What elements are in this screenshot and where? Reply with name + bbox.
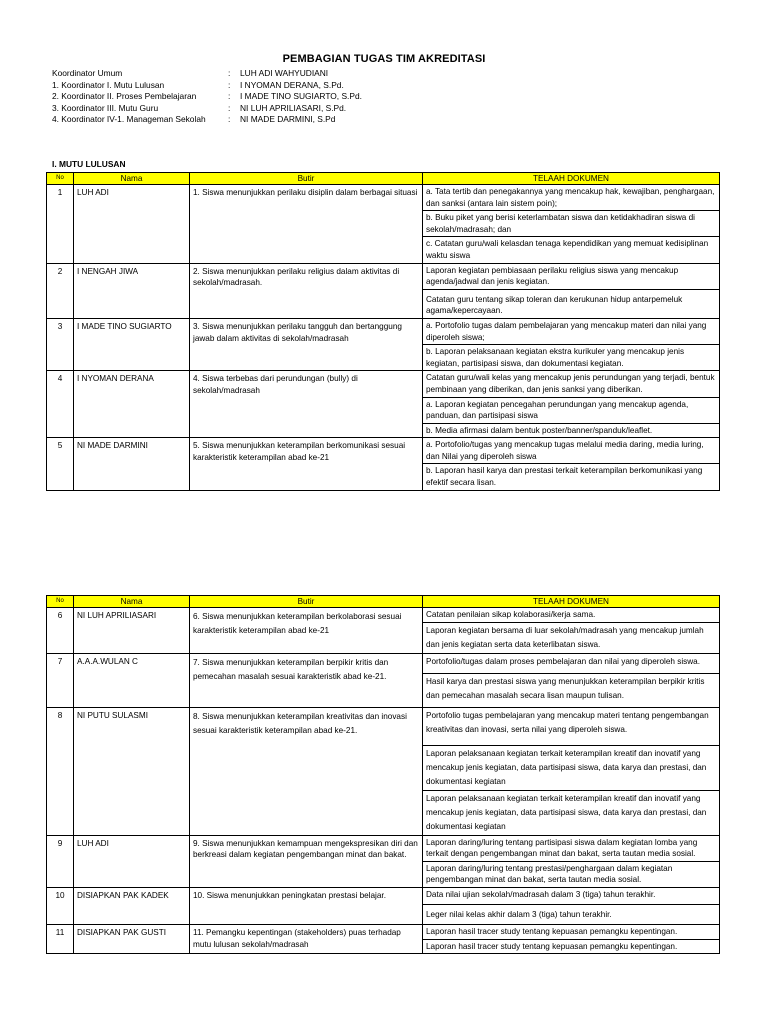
coordinator-colon: : xyxy=(228,79,231,90)
coordinator-colon: : xyxy=(228,91,231,102)
coordinator-row xyxy=(52,114,362,126)
row-butir: 8. Siswa menunjukkan keterampilan kreativitas dan inovasi sesuai karakteristik keterampilan abad ke-21. xyxy=(190,707,423,835)
row-nama: I MADE TINO SUGIARTO xyxy=(74,318,190,370)
coordinator-role: 1. Koordinator I. Mutu Lulusan xyxy=(52,79,165,90)
telaah-cell: a. Portofolio tugas dalam pembelajaran yang mencakup materi dan nilai yang diperoleh siswa; xyxy=(423,318,720,344)
table-row xyxy=(47,318,720,344)
row-butir: 4. Siswa terbebas dari perundungan (bully) di sekolah/madrasah xyxy=(190,371,423,438)
row-nama: NI PUTU SULASMI xyxy=(74,707,190,835)
telaah-cell: a. Tata tertib dan penegakannya yang mencakup hak, kewajiban, penghargaan, dan sanksi (antara lain sistem poin); xyxy=(423,185,720,211)
coordinator-colon: : xyxy=(228,68,231,78)
row-no: 7 xyxy=(47,653,74,707)
coordinator-colon: : xyxy=(228,102,231,113)
coordinator-list xyxy=(52,68,362,126)
header-no: No xyxy=(47,173,74,185)
row-nama: A.A.A.WULAN C xyxy=(74,653,190,707)
assignment-table-2 xyxy=(46,595,720,954)
header-telaah: TELAAH DOKUMEN xyxy=(423,173,720,185)
coordinator-role: 2. Koordinator II. Proses Pembelajaran xyxy=(52,91,197,102)
row-butir: 9. Siswa menunjukkan kemampuan mengekspresikan diri dan berkreasi dalam kegiatan pengembangan minat dan bakat. xyxy=(190,835,423,887)
row-nama: DISIAPKAN PAK KADEK xyxy=(74,887,190,924)
telaah-cell: Portofolio tugas pembelajaran yang mencakup materi tentang pengembangan kreativitas dan inovasi, serta nilai yang diperoleh siswa. xyxy=(423,707,720,745)
row-butir: 11. Pemangku kepentingan (stakeholders) puas terhadap mutu lulusan sekolah/madrasah xyxy=(190,925,423,954)
coordinator-role: 4. Koordinator IV-1. Manageman Sekolah xyxy=(52,114,206,125)
row-no: 8 xyxy=(47,707,74,835)
table-row xyxy=(47,925,720,940)
coordinator-colon: : xyxy=(228,114,231,125)
telaah-cell: Leger nilai kelas akhir dalam 3 (tiga) tahun terakhir. xyxy=(423,904,720,925)
row-nama: NI MADE DARMINI xyxy=(74,438,190,490)
section-title: I. MUTU LULUSAN xyxy=(52,159,126,169)
row-no: 11 xyxy=(47,925,74,954)
coordinator-name: NI MADE DARMINI, S.Pd xyxy=(240,114,336,125)
row-butir: 3. Siswa menunjukkan perilaku tangguh dan bertanggung jawab dalam aktivitas di sekolah/madrasah xyxy=(190,318,423,370)
coordinator-row xyxy=(52,103,362,115)
telaah-cell: Laporan hasil tracer study tentang kepuasan pemangku kepentingan. xyxy=(423,939,720,954)
row-no: 9 xyxy=(47,835,74,887)
coordinator-name: I NYOMAN DERANA, S.Pd. xyxy=(240,79,344,90)
row-nama: I NYOMAN DERANA xyxy=(74,371,190,438)
telaah-cell: a. Laporan kegiatan pencegahan perundungan yang mencakup agenda, panduan, dan partisipasi siswa xyxy=(423,397,720,423)
coordinator-role: 3. Koordinator III. Mutu Guru xyxy=(52,102,159,113)
telaah-cell: Hasil karya dan prestasi siswa yang menunjukkan keterampilan berpikir kritis dan pemecahan masalah secara lisan maupun tulisan. xyxy=(423,673,720,707)
row-no: 10 xyxy=(47,887,74,924)
row-butir: 1. Siswa menunjukkan perilaku disiplin dalam berbagai situasi xyxy=(190,185,423,264)
telaah-cell: c. Catatan guru/wali kelasdan tenaga kependidikan yang memuat kedisiplinan waktu siswa xyxy=(423,237,720,263)
table-row xyxy=(47,371,720,397)
row-butir: 5. Siswa menunjukkan keterampilan berkomunikasi sesuai karakteristik keterampilan abad ke-21 xyxy=(190,438,423,490)
row-no: 1 xyxy=(47,185,74,264)
coordinator-name: I MADE TINO SUGIARTO, S.Pd. xyxy=(240,91,362,102)
document-title: PEMBAGIAN TUGAS TIM AKREDITASI xyxy=(282,53,486,65)
telaah-cell: Catatan penilaian sikap kolaborasi/kerja sama. xyxy=(423,608,720,623)
telaah-cell: Laporan hasil tracer study tentang kepuasan pemangku kepentingan. xyxy=(423,925,720,940)
row-no: 4 xyxy=(47,371,74,438)
table-row xyxy=(47,185,720,211)
header-nama: Nama xyxy=(74,173,190,185)
header-nama: Nama xyxy=(74,596,190,608)
telaah-cell: Data nilai ujian sekolah/madrasah dalam 3 (tiga) tahun terakhir. xyxy=(423,887,720,904)
telaah-cell: Laporan daring/luring tentang partisipasi siswa dalam kegiatan lomba yang terkait dengan pengembangan minat dan bakat, serta tautan media sosial. xyxy=(423,835,720,861)
coordinator-name: NI LUH APRILIASARI, S.Pd. xyxy=(240,102,347,113)
telaah-cell: b. Laporan pelaksanaan kegiatan ekstra kurikuler yang mencakup jenis kegiatan, partisipasi siswa, dan dokumentasi kegiatan. xyxy=(423,345,720,371)
header-no: No xyxy=(47,596,74,608)
table-header-row xyxy=(47,173,720,185)
telaah-cell: Laporan pelaksanaan kegiatan terkait keterampilan kreatif dan inovatif yang mencakup jenis kegiatan, data partisipasi siswa, data karya dan prestasi, dan dokumentasi kegiatan xyxy=(423,745,720,790)
telaah-cell: Laporan daring/luring tentang prestasi/penghargaan dalam kegiatan pengembangan minat dan bakat, serta tautan media sosial. xyxy=(423,861,720,887)
telaah-cell: a. Portofolio/tugas yang mencakup tugas melalui media daring, media luring, dan Nilai yang diperoleh siswa xyxy=(423,438,720,464)
table-row xyxy=(47,887,720,904)
row-nama: I NENGAH JIWA xyxy=(74,263,190,318)
header-butir: Butir xyxy=(190,173,423,185)
row-butir: 7. Siswa menunjukkan keterampilan berpikir kritis dan pemecahan masalah sesuai karakteristik abad ke-21. xyxy=(190,653,423,707)
row-nama: NI LUH APRILIASARI xyxy=(74,608,190,654)
coordinator-role: Koordinator Umum xyxy=(52,68,123,78)
row-nama: DISIAPKAN PAK GUSTI xyxy=(74,925,190,954)
telaah-cell: Laporan kegiatan bersama di luar sekolah/madrasah yang mencakup jumlah dan jenis kegiatan serta data keterlibatan siswa. xyxy=(423,622,720,653)
row-nama: LUH ADI xyxy=(74,835,190,887)
row-butir: 2. Siswa menunjukkan perilaku religius dalam aktivitas di sekolah/madrasah. xyxy=(190,263,423,318)
assignment-table-1 xyxy=(46,172,720,491)
coordinator-name: LUH ADI WAHYUDIANI xyxy=(240,68,329,78)
telaah-cell: Laporan pelaksanaan kegiatan terkait keterampilan kreatif dan inovatif yang mencakup jenis kegiatan, data partisipasi siswa, data karya dan prestasi, dan dokumentasi kegiatan xyxy=(423,790,720,835)
row-butir: 6. Siswa menunjukkan keterampilan berkolaborasi sesuai karakteristik keterampilan abad ke-21 xyxy=(190,608,423,654)
table-row xyxy=(47,608,720,623)
coordinator-row xyxy=(52,68,362,80)
header-butir: Butir xyxy=(190,596,423,608)
row-no: 5 xyxy=(47,438,74,490)
row-no: 2 xyxy=(47,263,74,318)
table-row xyxy=(47,653,720,673)
header-telaah: TELAAH DOKUMEN xyxy=(423,596,720,608)
telaah-cell: b. Laporan hasil karya dan prestasi terkait keterampilan berkomunikasi yang efektif secara lisan. xyxy=(423,464,720,490)
telaah-cell: Catatan guru/wali kelas yang mencakup jenis perundungan yang terjadi, bentuk pembinaan yang diberikan, dan jenis sanksi yang diberikan. xyxy=(423,371,720,397)
telaah-cell: b. Media afirmasi dalam bentuk poster/banner/spanduk/leaflet. xyxy=(423,423,720,438)
telaah-cell: Laporan kegiatan pembiasaan perilaku religius siswa yang mencakup agenda/jadwal dan jenis kegiatan. xyxy=(423,263,720,289)
telaah-cell: Portofolio/tugas dalam proses pembelajaran dan nilai yang diperoleh siswa. xyxy=(423,653,720,673)
table-row xyxy=(47,835,720,861)
row-butir: 10. Siswa menunjukkan peningkatan prestasi belajar. xyxy=(190,887,423,924)
table-header-row xyxy=(47,596,720,608)
telaah-cell: Catatan guru tentang sikap toleran dan kerukunan hidup antarpemeluk agama/kepercayaan. xyxy=(423,289,720,318)
row-no: 3 xyxy=(47,318,74,370)
coordinator-row xyxy=(52,91,362,103)
table-row xyxy=(47,263,720,289)
row-no: 6 xyxy=(47,608,74,654)
telaah-cell: b. Buku piket yang berisi keterlambatan siswa dan ketidakhadiran siswa di sekolah/madrasah; dan xyxy=(423,211,720,237)
table-row xyxy=(47,438,720,464)
table-row xyxy=(47,707,720,745)
row-nama: LUH ADI xyxy=(74,185,190,264)
coordinator-row xyxy=(52,80,362,92)
